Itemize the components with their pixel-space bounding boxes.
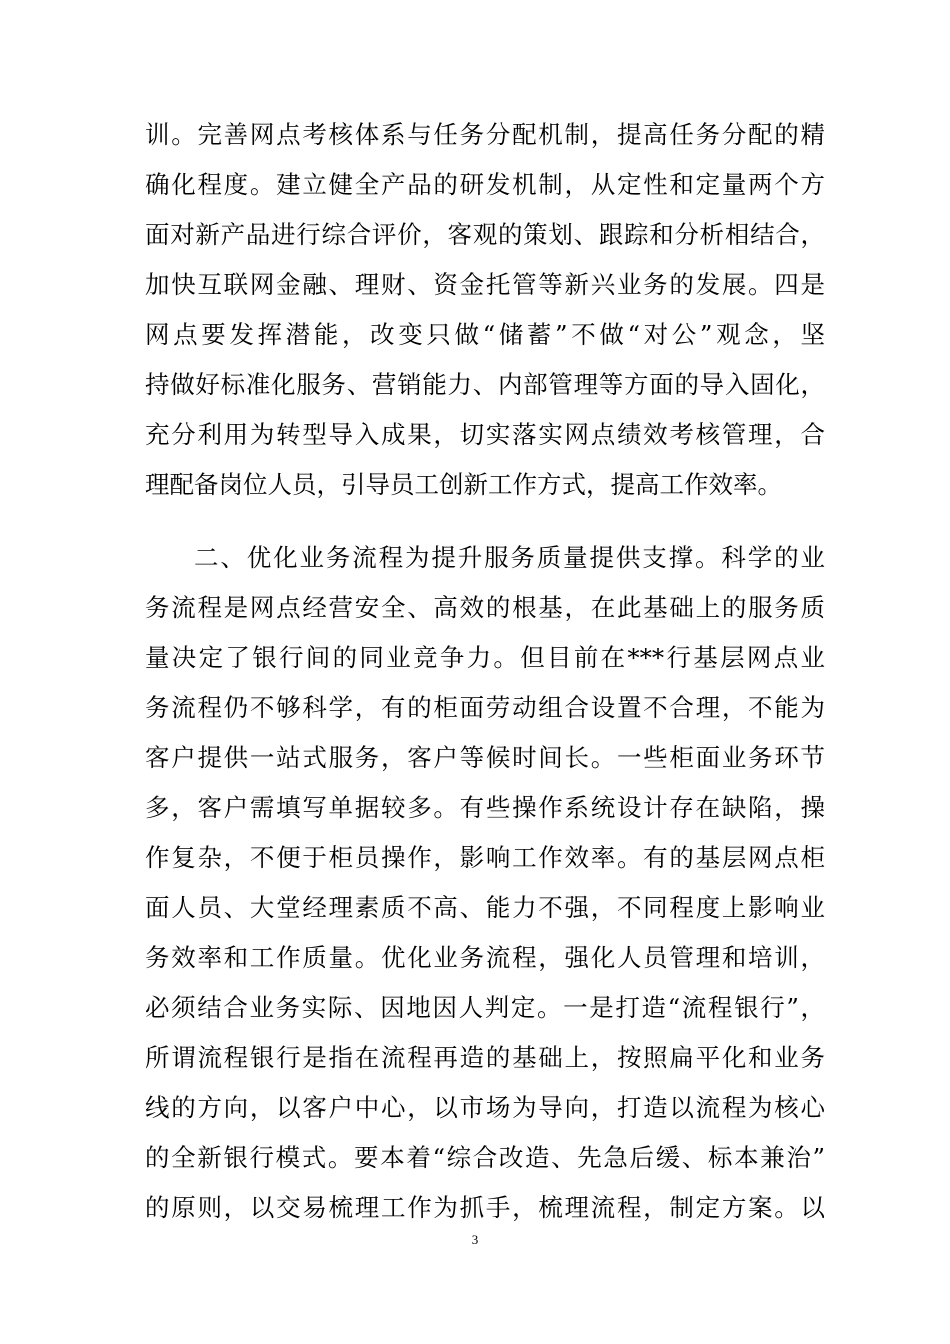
paragraph-2 [145, 533, 825, 1233]
text-line: 面对新产品进行综合评价，客观的策划、跟踪和分析相结合， [145, 220, 825, 249]
text-line: 面人员、大堂经理素质不高、能力不强，不同程度上影响业 [145, 893, 825, 922]
text-line: 持做好标准化服务、营销能力、内部管理等方面的导入固化， [145, 370, 825, 399]
text-line: 所谓流程银行是指在流程再造的基础上，按照扁平化和业务 [145, 1043, 825, 1072]
text-line: 务流程是网点经营安全、高效的根基，在此基础上的服务质 [145, 593, 825, 622]
text-line: 的全新银行模式。要本着“综合改造、先急后缓、标本兼治” [145, 1143, 825, 1172]
text-line: 作复杂，不便于柜员操作，影响工作效率。有的基层网点柜 [145, 843, 825, 872]
text-line: 网点要发挥潜能，改变只做“储蓄”不做“对公”观念，坚 [145, 320, 825, 349]
text-line: 确化程度。建立健全产品的研发机制，从定性和定量两个方 [145, 170, 825, 199]
text-line: 充分利用为转型导入成果，切实落实网点绩效考核管理，合 [145, 420, 825, 449]
text-line: 训。完善网点考核体系与任务分配机制，提高任务分配的精 [145, 120, 825, 149]
text-line: 务流程仍不够科学，有的柜面劳动组合设置不合理，不能为 [145, 693, 825, 722]
text-line: 量决定了银行间的同业竞争力。但目前在***行基层网点业 [145, 643, 825, 672]
text-line: 理配备岗位人员，引导员工创新工作方式，提高工作效率。 [145, 470, 782, 499]
page-number: 3 [471, 1232, 479, 1247]
text-line: 必须结合业务实际、因地因人判定。一是打造“流程银行”， [145, 993, 825, 1022]
text-line: 线的方向，以客户中心，以市场为导向，打造以流程为核心 [145, 1093, 825, 1122]
text-line: 的原则，以交易梳理工作为抓手，梳理流程，制定方案。以 [145, 1193, 825, 1222]
text-line: 多，客户需填写单据较多。有些操作系统设计存在缺陷，操 [145, 793, 825, 822]
paragraph-1 [145, 110, 825, 510]
text-line: 加快互联网金融、理财、资金托管等新兴业务的发展。四是 [145, 270, 825, 299]
text-line: 客户提供一站式服务，客户等候时间长。一些柜面业务环节 [145, 743, 825, 772]
text-line: 务效率和工作质量。优化业务流程，强化人员管理和培训， [145, 943, 825, 972]
text-line: 二、优化业务流程为提升服务质量提供支撑。科学的业 [194, 543, 825, 572]
